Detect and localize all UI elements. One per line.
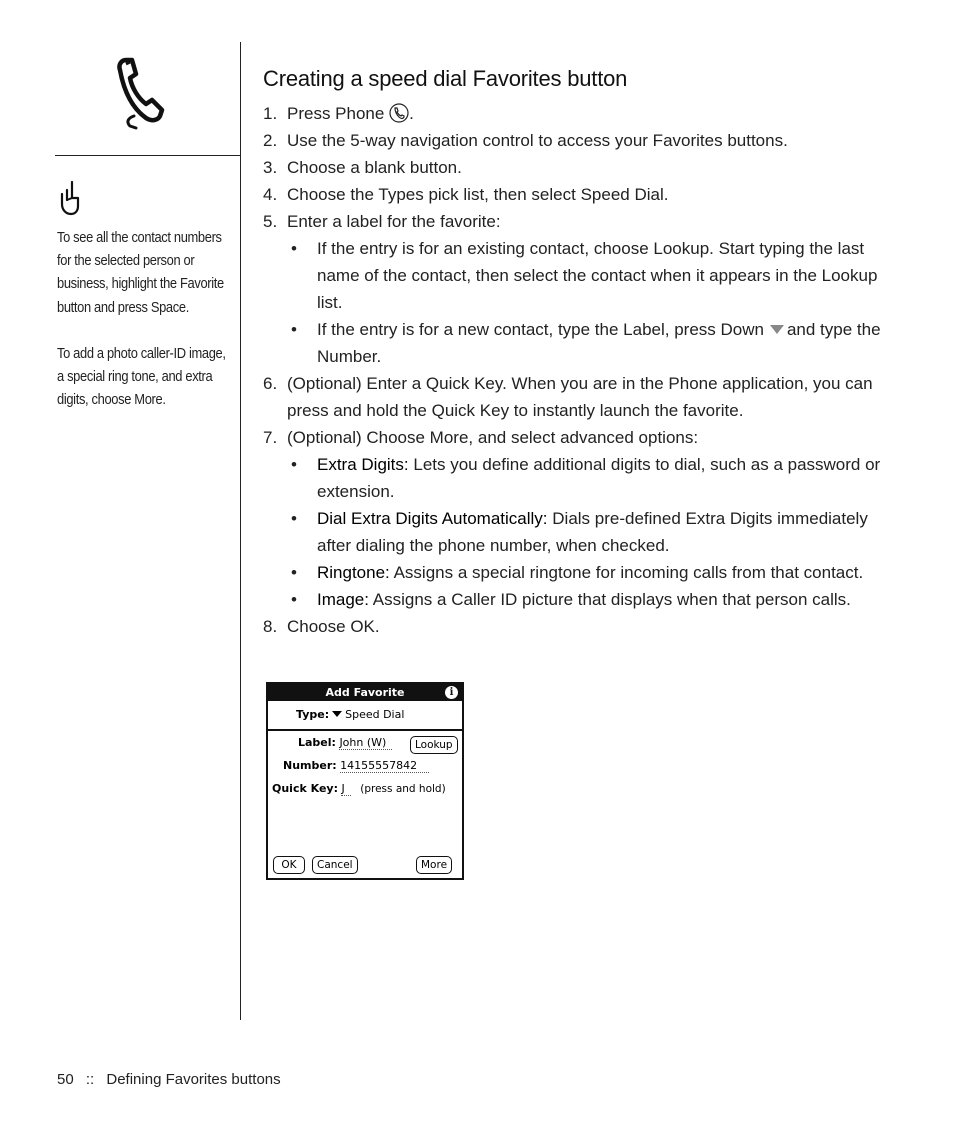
page-footer — [57, 1071, 281, 1088]
sidebar-rule — [55, 155, 241, 156]
quick-key-value: J — [341, 782, 350, 796]
number-field[interactable]: Number: 14155557842 — [283, 759, 429, 772]
quick-key-hint: (press and hold) — [360, 783, 446, 795]
steps-list — [263, 100, 903, 640]
quick-key-field[interactable]: Quick Key: J (press and hold) — [272, 782, 446, 795]
step-2: 2. Use the 5-way navigation control to access your Favorites buttons. — [263, 131, 788, 150]
footer-separator: :: — [85, 1071, 95, 1088]
step-8: 8. Choose OK. — [263, 617, 380, 636]
tip-contact-numbers: To see all the contact numbers for the selected person or business, highlight the Favorite button and press Space. — [57, 229, 224, 316]
step-1: 1. Press Phone . — [263, 104, 414, 123]
dropdown-arrow-icon — [332, 711, 342, 717]
ok-button[interactable]: OK — [273, 856, 305, 874]
phone-button-icon — [389, 103, 409, 123]
step-4: 4. Choose the Types pick list, then select Speed Dial. — [263, 185, 669, 204]
type-picker[interactable]: Type: Speed Dial — [296, 708, 405, 721]
dialog-separator — [268, 729, 462, 731]
cancel-button[interactable]: Cancel — [312, 856, 358, 874]
down-arrow-icon — [770, 325, 784, 334]
option-ringtone: • Ringtone: Assigns a special ringtone for incoming calls from that contact. — [291, 563, 864, 582]
footer-section: Defining Favorites buttons — [106, 1071, 281, 1088]
type-value: Speed Dial — [345, 708, 405, 721]
info-icon[interactable]: i — [445, 686, 458, 699]
step-5: 5. Enter a label for the favorite: — [263, 212, 501, 231]
dialog-title: Add Favorite — [268, 684, 462, 701]
label-value: John (W) — [339, 736, 392, 750]
lookup-button[interactable]: Lookup — [410, 736, 458, 754]
step-5-bullet-existing: • If the entry is for an existing contact, choose Lookup. Start typing the last name of the contact, then select the contact when it appears in the Lookup list. — [291, 239, 878, 312]
label-field[interactable]: Label: John (W) — [298, 736, 392, 749]
section-title: Creating a speed dial Favorites button — [263, 66, 628, 91]
step-7: 7. (Optional) Choose More, and select advanced options: — [263, 428, 699, 447]
option-image: • Image: Assigns a Caller ID picture that displays when that person calls. — [291, 590, 851, 609]
option-dial-extra-digits: • Dial Extra Digits Automatically: Dials pre-defined Extra Digits immediately after dialing the phone number, when checked. — [291, 509, 868, 555]
sidebar-divider — [240, 42, 241, 1020]
more-button[interactable]: More — [416, 856, 452, 874]
tip-photo-caller-id: To add a photo caller-ID image, a special ring tone, and extra digits, choose More. — [57, 344, 226, 409]
pointing-hand-icon — [56, 180, 82, 218]
main-content — [263, 66, 903, 640]
step-3: 3. Choose a blank button. — [263, 158, 462, 177]
step-5-bullet-new: • If the entry is for a new contact, type the Label, press Down and type the Number. — [291, 320, 881, 366]
option-extra-digits: • Extra Digits: Lets you define additional digits to dial, such as a password or extension. — [291, 455, 881, 501]
page-number: 50 — [57, 1071, 74, 1088]
step-6: 6. (Optional) Enter a Quick Key. When you are in the Phone application, you can press and hold the Quick Key to instantly launch the favorite. — [263, 374, 873, 420]
sidebar-tips — [57, 226, 235, 411]
phone-handset-icon — [112, 56, 168, 130]
number-value: 14155557842 — [340, 759, 429, 773]
add-favorite-dialog — [266, 682, 464, 880]
